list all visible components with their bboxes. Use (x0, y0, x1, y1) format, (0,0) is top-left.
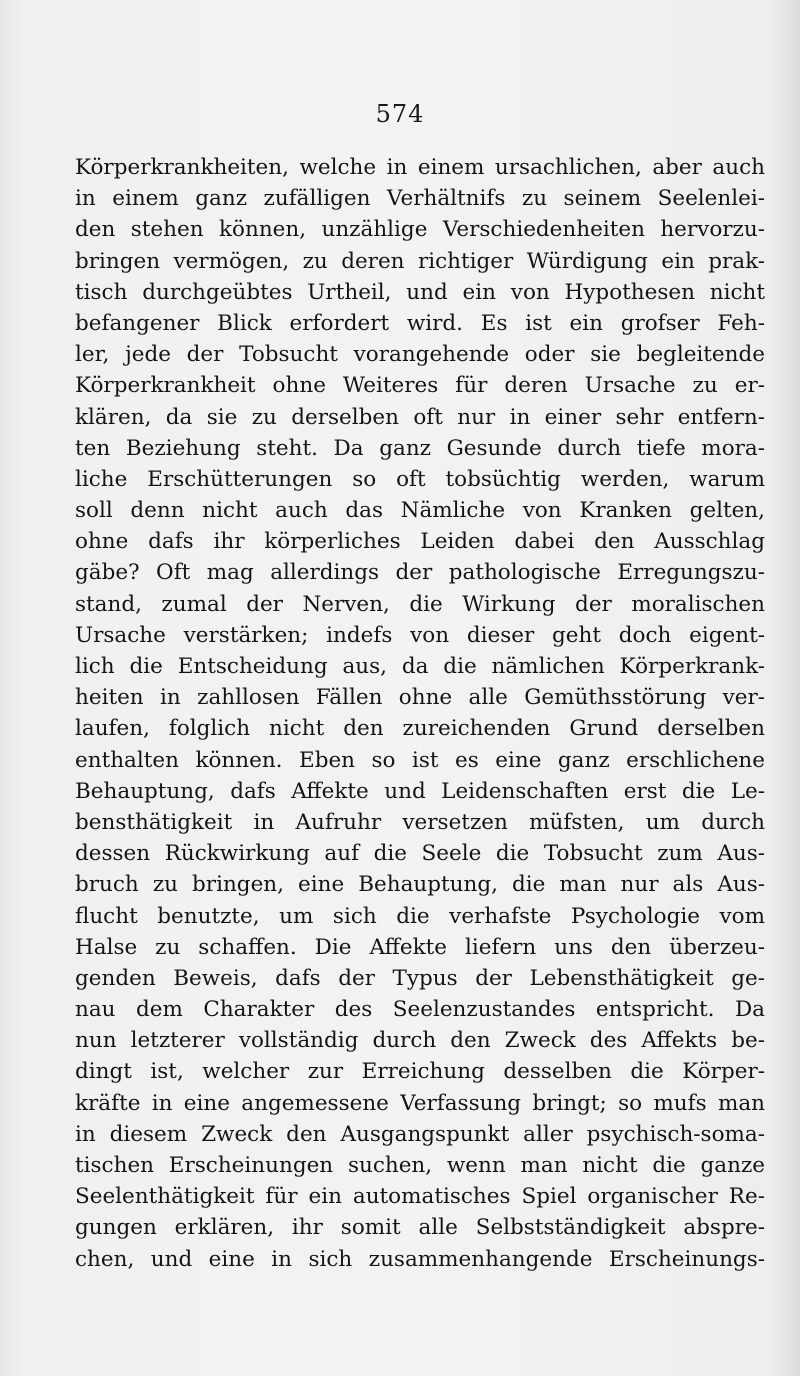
text-line: klären, da sie zu derselben oft nur in einer sehr entfern- (75, 404, 765, 430)
text-line: ler, jede der Tobsucht vorangehende oder sie begleitende (75, 342, 765, 368)
text-line: den stehen können, unzählige Verschiedenheiten hervorzu- (75, 217, 765, 243)
text-line: tischen Erscheinungen suchen, wenn man nicht die ganze (75, 1153, 765, 1178)
text-line: soll denn nicht auch das Nämliche von Kranken gelten, (75, 498, 765, 524)
text-line: tisch durchgeübtes Urtheil, und ein von Hypothesen nicht (75, 279, 765, 305)
text-line: bensthätigkeit in Aufruhr versetzen müfsten, um durch (75, 809, 765, 835)
text-line: Seelenthätigkeit für ein automatisches Spiel organischer Re- (75, 1184, 765, 1210)
text-line: gungen erklären, ihr somit alle Selbstständigkeit abspre- (75, 1215, 765, 1241)
text-line: flucht benutzte, um sich die verhafste Psychologie vom (75, 903, 765, 929)
text-line: heiten in zahllosen Fällen ohne alle Gemüthsstörung ver- (75, 685, 765, 711)
text-line: ten Beziehung steht. Da ganz Gesunde durch tiefe mora- (75, 435, 765, 461)
text-line: Körperkrankheit ohne Weiteres für deren Ursache zu er- (75, 373, 765, 399)
text-line: genden Beweis, dafs der Typus der Lebensthätigkeit ge- (75, 965, 765, 991)
text-line: dessen Rückwirkung auf die Seele die Tobsucht zum Aus- (75, 841, 765, 867)
text-line: nau dem Charakter des Seelenzustandes entspricht. Da (75, 997, 765, 1023)
text-line: ohne dafs ihr körperliches Leiden dabei den Ausschlag (75, 529, 765, 555)
text-line: Körperkrankheiten, welche in einem ursachlichen, aber auch (75, 155, 765, 180)
text-line: stand, zumal der Nerven, die Wirkung der moralischen (75, 591, 765, 617)
page-number: 574 (375, 100, 425, 128)
text-line: in einem ganz zufälligen Verhältnifs zu seinem Seelenlei- (75, 186, 765, 212)
text-line: liche Erschütterungen so oft tobsüchtig werden, warum (75, 466, 765, 492)
text-line: Ursache verstärken; indefs von dieser geht doch eigent- (75, 622, 765, 648)
text-line: in diesem Zweck den Ausgangspunkt aller psychisch-soma- (75, 1121, 765, 1147)
text-line: lich die Entscheidung aus, da die nämlichen Körperkrank- (75, 654, 765, 679)
text-line: dingt ist, welcher zur Erreichung desselben die Körper- (75, 1059, 765, 1085)
text-line: kräfte in eine angemessene Verfassung bringt; so mufs man (75, 1090, 765, 1116)
text-line: laufen, folglich nicht den zureichenden Grund derselben (75, 716, 765, 742)
text-line: gäbe? Oft mag allerdings der pathologische Erregungszu- (75, 560, 765, 586)
text-line: chen, und eine in sich zusammenhangende Erscheinungs- (75, 1246, 765, 1272)
body-text (75, 152, 765, 1275)
text-line: befangener Blick erfordert wird. Es ist ein grofser Feh- (75, 310, 765, 336)
text-line: bruch zu bringen, eine Behauptung, die man nur als Aus- (75, 872, 765, 898)
text-line: Behauptung, dafs Affekte und Leidenschaften erst die Le- (75, 778, 765, 804)
text-line: bringen vermögen, zu deren richtiger Würdigung ein prak- (75, 248, 765, 274)
text-line: nun letzterer vollständig durch den Zweck des Affekts be- (75, 1028, 765, 1054)
text-line: Halse zu schaffen. Die Affekte liefern uns den überzeu- (75, 934, 765, 960)
text-line: enthalten können. Eben so ist es eine ganz erschlichene (75, 747, 765, 773)
